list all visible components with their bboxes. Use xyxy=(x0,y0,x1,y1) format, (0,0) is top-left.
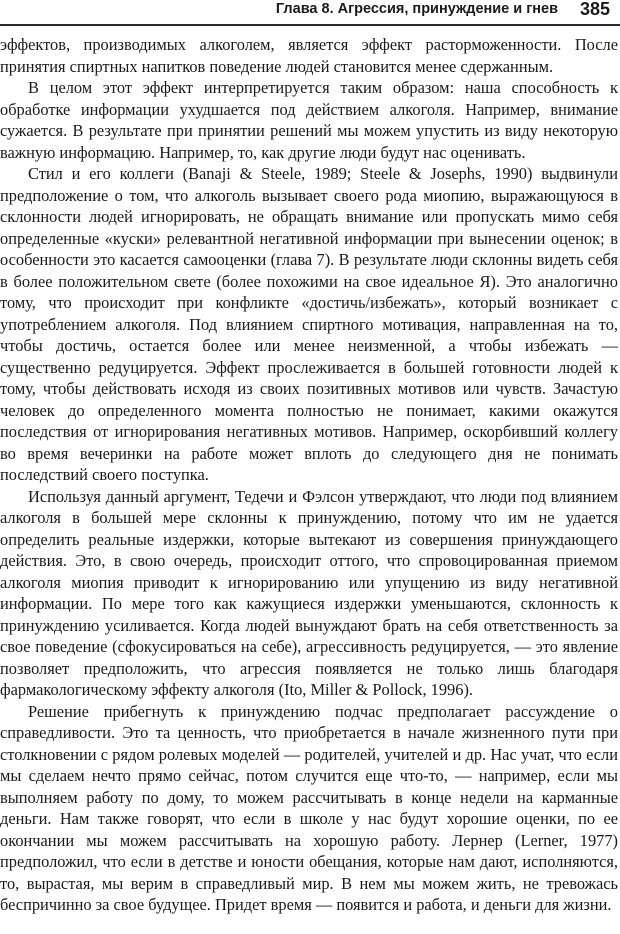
page-number: 385 xyxy=(579,0,610,19)
paragraph: Используя данный аргумент, Тедечи и Фэлсон утверждают, что люди под влиянием алкоголя в большей мере склонны к принуждению, потому что им не удается определить реальные издержки, которые вытекают из совершения принуждающего действия. Это, в свою очередь, происходит оттого, что спровоцированная приемом алкоголя миопия приводит к игнорированию или упущению из виду негативной информации. По мере того как кажущиеся издержки уменьшаются, склонность к принуждению усиливается. Когда людей вынуждают брать на себя ответственность за свое поведение (сфокусироваться на себе), агрессивность редуцируется, — это явление позволяет предположить, что агрессия появляется не только лишь благодаря фармакологическому эффекту алкоголя (Ito, Miller & Pollock, 1996). xyxy=(0,486,618,699)
paragraph: Стил и его коллеги (Banaji & Steele, 1989; Steele & Josephs, 1990) выдвинули предположение о том, что алкоголь вызывает своего рода миопию, выражающуюся в склонности людей игнорировать, не обращать внимание или пропускать мимо себя определенные «куски» релевантной негативной информации при вынесении оценок; в особенности это касается самооценки (глава 7). В результате люди склонны видеть себя в более положительном свете (более похожими на свое идеальное Я). Это аналогично тому, что происходит при конфликте «достичь/избежать», который возникает с употреблением алкоголя. Под влиянием спиртного мотивация, направленная на то, чтобы достичь, остается более или менее неизменной, а чтобы избежать — существенно редуцируется. Эффект прослеживается в большей готовности людей к тому, чтобы действовать исходя из своих позитивных мотивов или чувств. Зачастую человек до определенного момента полностью не понимает, какими окажутся последствия от игнорирования негативных мотивов. Например, оскорбивший коллегу во время вечеринки на работе может вплоть до следующего дня не понимать последствий своего поступка. xyxy=(0,164,618,484)
paragraph-continued: эффектов, производимых алкоголем, является эффект расторможенности. После принятия спиртных напитков поведение людей становится менее сдержанным. xyxy=(0,35,618,76)
header-divider xyxy=(0,24,620,26)
page-header xyxy=(0,0,620,26)
page-body xyxy=(0,34,618,916)
paragraph: Решение прибегнуть к принуждению подчас предполагает рассуждение о справедливости. Это та ценность, что приобретается в начале жизненного пути при столкновении с рядом ролевых моделей — родителей, учителей и др. Нас учат, что если мы сделаем нечто прямо сейчас, потом случится еще что-то, — например, если мы выполняем работу по дому, то можем рассчитывать в конце недели на карманные деньги. Нам также говорят, что если в школе у нас будут хорошие оценки, по ее окончании мы можем рассчитывать на хорошую работу. Лернер (Lerner, 1977) предположил, что если в детстве и юности обещания, которые нам дают, исполняются, то, вырастая, мы верим в справедливый мир. В нем мы можем жить, не тревожась беспричинно за свое будущее. Придет время — появится и работа, и деньги для жизни. xyxy=(0,701,618,914)
chapter-title: Глава 8. Агрессия, принуждение и гнев xyxy=(275,1,558,17)
paragraph: В целом этот эффект интерпретируется таким образом: наша способность к обработке информации ухудшается под действием алкоголя. Например, внимание сужается. В результате при принятии решений мы можем упустить из виду некоторую важную информацию. Например, то, как другие люди будут нас оценивать. xyxy=(0,78,618,162)
